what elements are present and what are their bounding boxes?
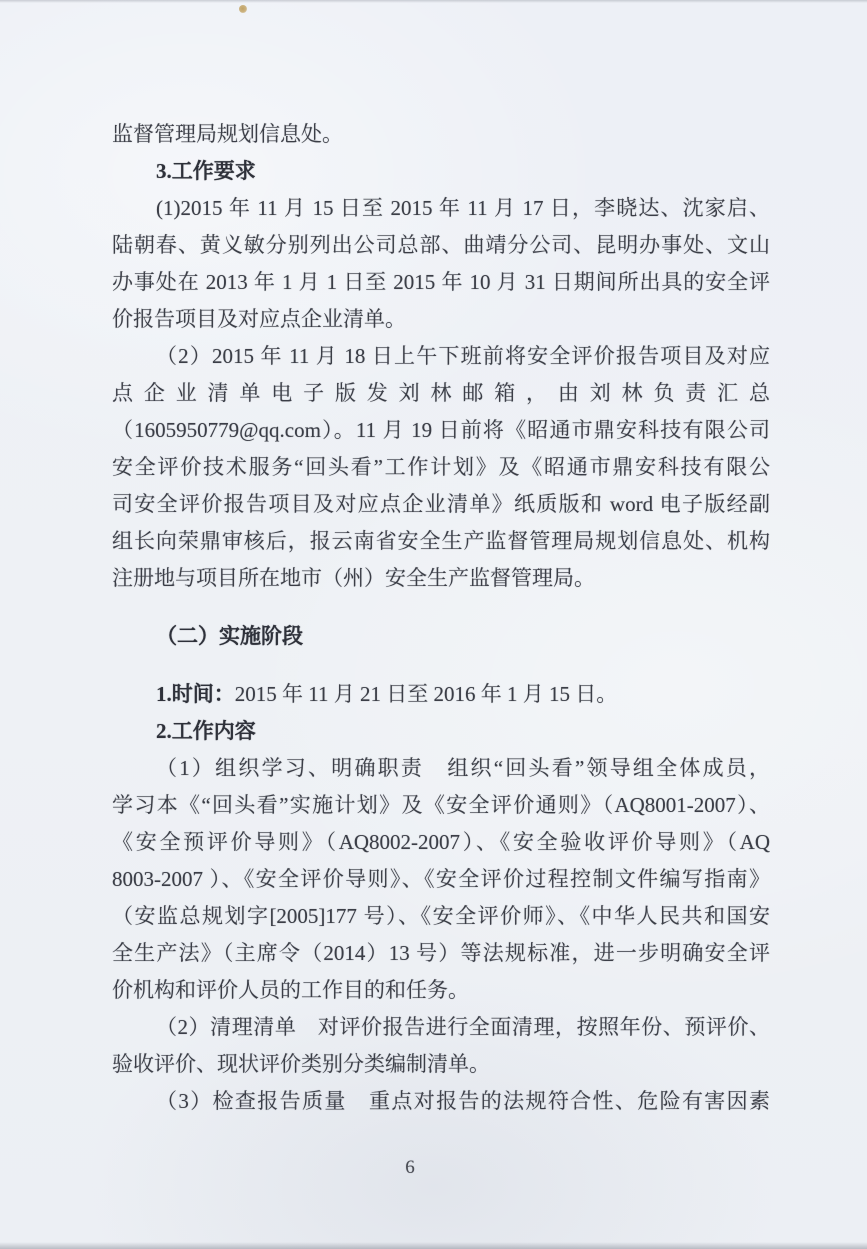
text-line: （3）检查报告质量 重点对报告的法规符合性、危险有害因素 [156,1089,770,1113]
line-time-schedule [112,676,770,713]
text-line: 办事处在 2013 年 1 月 1 日至 2015 年 10 月 31 日期间所出具的安全评 [112,270,770,294]
text-line: 安全评价技术服务“回头看”工作计划》及《昭通市鼎安科技有限公 [112,455,770,479]
scan-edge-bottom [0,1242,867,1249]
text-line: 司安全评价报告项目及对应点企业清单》纸质版和 word 电子版经副 [112,492,770,516]
text-line: （1）组织学习、明确职责 组织“回头看”领导组全体成员， [156,756,770,780]
text-line-stretched: 点企业清单电子版发刘林邮箱，由刘林负责汇总 [112,381,770,405]
text-line: 组长向荣鼎审核后，报云南省安全生产监督管理局规划信息处、机构 [112,529,770,553]
scan-edge-top [0,0,867,3]
text-line: 全生产法》（主席令（2014）13 号）等法规标准，进一步明确安全评 [112,941,770,965]
page-number: 6 [405,1157,415,1178]
text-line: 陆朝春、黄义敏分别列出公司总部、曲靖分公司、昆明办事处、文山 [112,233,770,257]
text-line: 价报告项目及对应点企业清单。 [112,307,406,331]
text-line: 注册地与项目所在地市（州）安全生产监督管理局。 [112,566,595,590]
text-line: 价机构和评价人员的工作目的和任务。 [112,978,469,1002]
text-line: 监督管理局规划信息处。 [112,122,343,146]
text-line: （安监总规划字[2005]177 号）、《安全评价师》、《中华人民共和国安 [112,904,770,928]
text-line: 学习本《“回头看”实施计划》及《安全评价通则》（AQ8001-2007）、 [112,793,770,817]
text-line: 8003-2007 ）、《安全评价导则》、《安全评价过程控制文件编写指南》 [112,867,770,891]
time-label: 1.时间： [156,682,235,706]
document-body [112,116,770,1120]
time-value: 2015 年 11 月 21 日至 2016 年 1 月 15 日。 [234,682,618,706]
heading-2-work-content: 2.工作内容 [156,719,256,743]
text-line: 《安全预评价导则》（AQ8002-2007）、《安全验收评价导则》（AQ [112,830,770,854]
heading-3-work-requirements: 3.工作要求 [156,159,256,183]
heading-2-implementation-stage: （二）实施阶段 [156,624,303,648]
paper-speck [239,5,247,13]
text-line: （2）2015 年 11 月 18 日上午下班前将安全评价报告项目及对应 [156,344,770,368]
text-line-email: （1605950779@qq.com）。11 月 19 日前将《昭通市鼎安科技有限公司 [112,418,770,442]
text-line: （2）清理清单 对评价报告进行全面清理，按照年份、预评价、 [156,1015,770,1039]
text-line: 验收评价、现状评价类别分类编制清单。 [112,1052,490,1076]
text-line: (1)2015 年 11 月 15 日至 2015 年 11 月 17 日，李晓达、沈家启、 [156,196,770,220]
